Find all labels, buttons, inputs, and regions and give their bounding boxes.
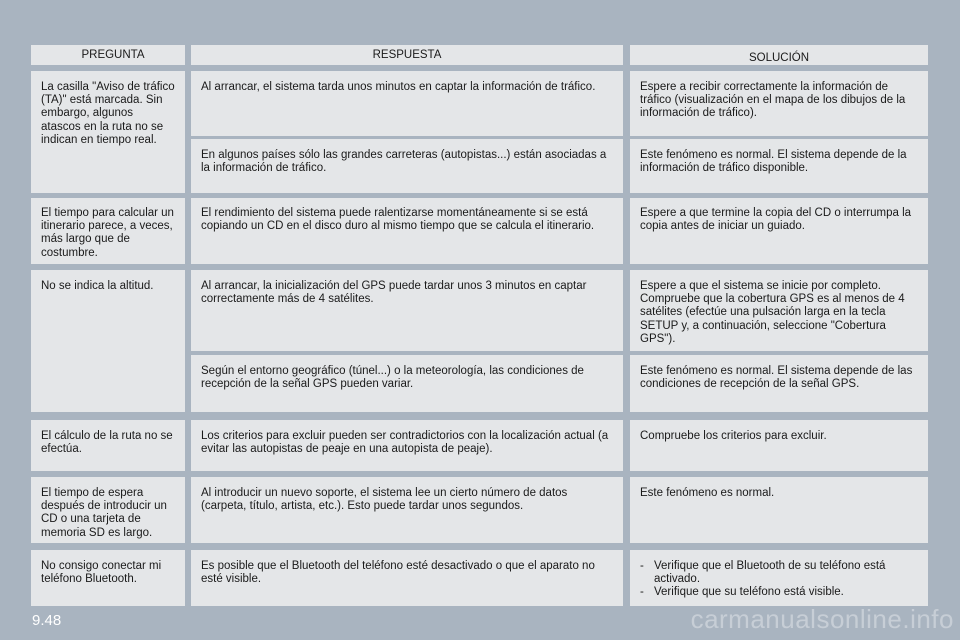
question-cell: El tiempo para calcular un itinerario parece, a veces, más largo que de costumbre. [31, 198, 185, 264]
question-cell: El cálculo de la ruta no se efectúa. [31, 420, 185, 471]
solution-bullet [640, 586, 918, 599]
page-number: 9.48 [32, 612, 62, 629]
header-solucion: SOLUCIÓN [630, 45, 928, 65]
solution-cell: Este fenómeno es normal. El sistema depende de la información de tráfico disponible. [630, 139, 928, 193]
question-cell: No consigo conectar mi teléfono Bluetooth. [31, 550, 185, 606]
solution-cell: Compruebe los criterios para excluir. [630, 420, 928, 471]
solution-cell [630, 550, 928, 606]
solution-cell: Espere a que termine la copia del CD o interrumpa la copia antes de iniciar un guiado. [630, 198, 928, 264]
watermark: carmanualsonline.info [690, 604, 954, 634]
answer-cell: Según el entorno geográfico (túnel...) o la meteorología, las condiciones de recepción de la señal GPS pueden variar. [191, 355, 623, 412]
bullet-dash: - [640, 586, 644, 599]
solution-cell: Este fenómeno es normal. [630, 477, 928, 543]
bullet-dash: - [640, 560, 644, 572]
solution-cell: Espere a que el sistema se inicie por completo. Compruebe que la cobertura GPS es al menos de 4 satélites (efectúe una pulsación larga en la tecla SETUP y, a continuación, seleccione "Cobertura GPS"). [630, 270, 928, 351]
header-respuesta: RESPUESTA [191, 45, 623, 65]
answer-cell: Al introducir un nuevo soporte, el sistema lee un cierto número de datos (carpeta, título, artista, etc.). Esto puede tardar unos segundos. [191, 477, 623, 543]
header-pregunta: PREGUNTA [31, 45, 185, 65]
answer-cell: En algunos países sólo las grandes carreteras (autopistas...) están asociadas a la información de tráfico. [191, 139, 623, 193]
solution-bullet-text: Verifique que su teléfono está visible. [654, 586, 844, 599]
solution-bullet [640, 560, 918, 586]
answer-cell: Al arrancar, la inicialización del GPS puede tardar unos 3 minutos en captar correctamente más de 4 satélites. [191, 270, 623, 351]
answer-cell: Es posible que el Bluetooth del teléfono esté desactivado o que el aparato no esté visible. [191, 550, 623, 606]
question-cell: La casilla "Aviso de tráfico (TA)" está marcada. Sin embargo, algunos atascos en la ruta no se indican en tiempo real. [31, 71, 185, 193]
question-cell: No se indica la altitud. [31, 270, 185, 412]
question-cell: El tiempo de espera después de introducir un CD o una tarjeta de memoria SD es largo. [31, 477, 185, 543]
solution-cell: Este fenómeno es normal. El sistema depende de las condiciones de recepción de la señal GPS. [630, 355, 928, 412]
answer-cell: Los criterios para excluir pueden ser contradictorios con la localización actual (a evitar las autopistas de peaje en una autopista de peaje). [191, 420, 623, 471]
answer-cell: El rendimiento del sistema puede ralentizarse momentáneamente si se está copiando un CD en el disco duro al mismo tiempo que se calcula el itinerario. [191, 198, 623, 264]
answer-cell: Al arrancar, el sistema tarda unos minutos en captar la información de tráfico. [191, 71, 623, 136]
solution-bullet-text: Verifique que el Bluetooth de su teléfono está activado. [654, 560, 886, 586]
solution-cell: Espere a recibir correctamente la información de tráfico (visualización en el mapa de los dibujos de la información de tráfico). [630, 71, 928, 136]
